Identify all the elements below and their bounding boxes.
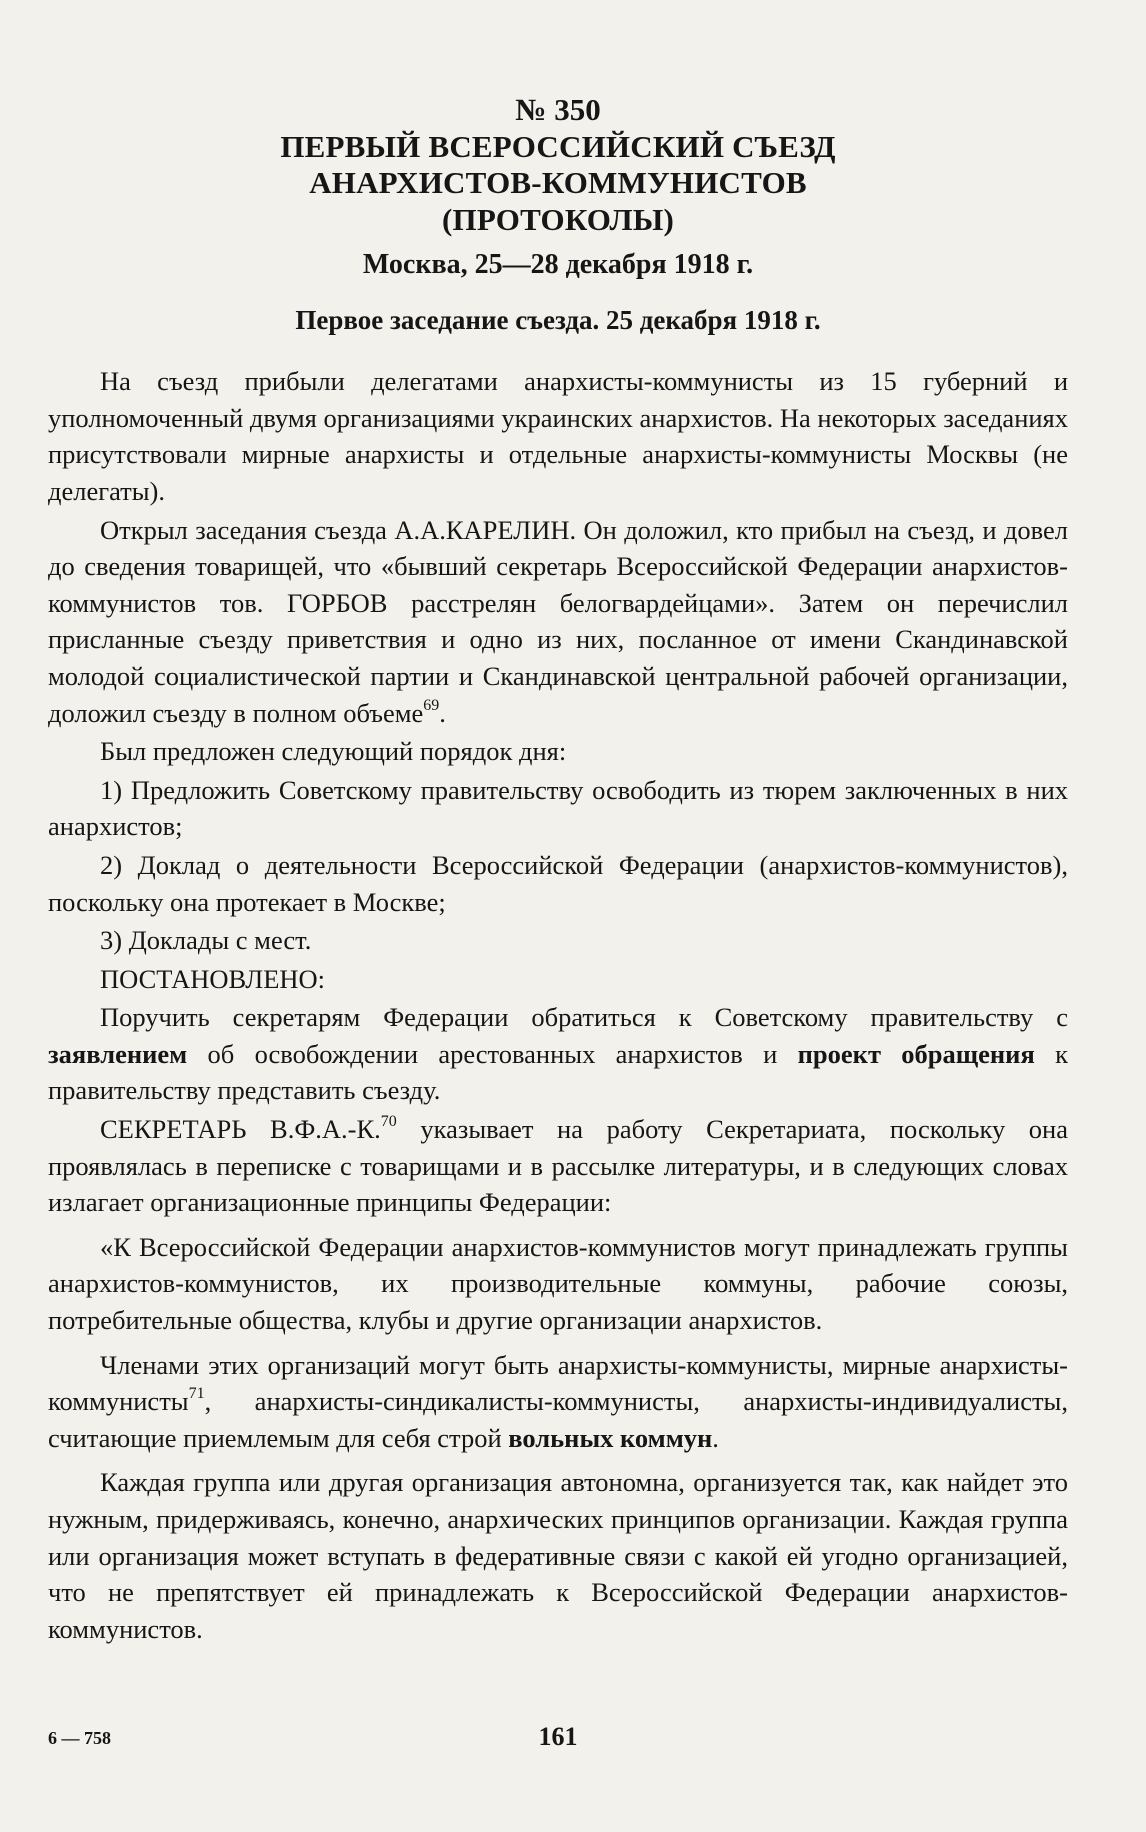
- resolution-bold-draft: проект обращения: [797, 1038, 1035, 1069]
- resolution-text-c: об освобождении арестованных анархистов и: [187, 1038, 798, 1069]
- agenda-item-1: [48, 772, 1068, 845]
- resolution-heading: [48, 961, 1068, 998]
- agenda-item-2-text: 2) Доклад о деятельности Всероссийской Федерации (анархистов-коммунистов), поскольку она протекает в Москве;: [48, 849, 1068, 917]
- document-header: [48, 92, 1068, 337]
- agenda-item-3-text: 3) Доклады с мест.: [100, 925, 312, 956]
- agenda-item-1-text: 1) Предложить Советскому правительству освободить из тюрем заключенных в них анархистов;: [48, 774, 1068, 842]
- members-text-d: .: [712, 1422, 719, 1453]
- paragraph-autonomy: [48, 1464, 1068, 1647]
- paragraph-members: [48, 1347, 1068, 1457]
- session-heading: Первое заседание съезда. 25 декабря 1918 г.: [295, 305, 821, 336]
- paragraph-opening-text: Открыл заседания съезда А.А.КАРЕЛИН. Он доложил, кто прибыл на съезд, и довел до сведения товарищей, что «бывший секретарь Всероссийской Федерации анархистов-коммунистов тов. ГОРБОВ расстрелян белогвардейцами». Затем он перечислил присланные съезду приветствия и одно из них, посланное от имени Скандинавской молодой социалистической партии и Скандинавской центральной рабочей организации, доложил съезду в полном объеме: [48, 514, 1068, 728]
- paragraph-delegates: [48, 363, 1068, 509]
- footnote-ref-71: 71: [188, 1385, 205, 1403]
- agenda-item-2: [48, 847, 1068, 920]
- paragraph-secretary: [48, 1111, 1068, 1221]
- resolution-heading-text: ПОСТАНОВЛЕНО:: [100, 963, 326, 994]
- members-text-a: Членами этих организаций могут быть анархисты-коммунисты, мирные анархисты-коммунисты: [48, 1349, 1068, 1417]
- resolution-bold-statement: заявлением: [48, 1038, 188, 1069]
- document-title-line-2: АНАРХИСТОВ-КОММУНИСТОВ: [309, 165, 807, 201]
- autonomy-text: Каждая группа или другая организация автономна, организуется так, как найдет это нужным, придерживаясь, конечно, анархических принципов организации. Каждая группа или организация может вступать в федеративные связи с какой ей угодно организацией, что не препятствует ей принадлежать к Всероссийской Федерации анархистов-коммунистов.: [48, 1467, 1068, 1644]
- secretary-text-b: указывает на работу Секретариата, поскольку она проявлялась в переписке с товарищами и в рассылке литературы, и в следующих словах излагает организационные принципы Федерации:: [48, 1114, 1069, 1218]
- paragraph-opening: [48, 512, 1068, 732]
- paragraph-membership: [48, 1229, 1068, 1339]
- document-page: [48, 92, 1068, 1649]
- document-body: [48, 363, 1068, 1647]
- printer-signature: 6 — 758: [48, 1728, 111, 1748]
- paragraph-agenda-intro: [48, 733, 1068, 770]
- page-number: 161: [538, 1722, 578, 1751]
- paragraph-resolution: [48, 999, 1068, 1109]
- resolution-text-a: Поручить секретарям Федерации обратиться к Советскому правительству с: [100, 1002, 1068, 1033]
- membership-text: «К Всероссийской Федерации анархистов-коммунистов могут принадлежать группы анархистов-коммунистов, их производительные коммуны, рабочие союзы, потребительные общества, клубы и другие организации анархистов.: [48, 1231, 1068, 1336]
- footnote-ref-69: 69: [423, 696, 440, 714]
- agenda-item-3: [48, 922, 1068, 959]
- place-and-date: Москва, 25—28 декабря 1918 г.: [362, 249, 754, 281]
- secretary-text-a: СЕКРЕТАРЬ В.Ф.А.-К.: [100, 1114, 381, 1145]
- document-title-line-1: ПЕРВЫЙ ВСЕРОССИЙСКИЙ СЪЕЗД: [280, 128, 836, 164]
- agenda-intro-text: Был предложен следующий порядок дня:: [100, 736, 567, 767]
- document-title-line-3: (ПРОТОКОЛЫ): [441, 201, 675, 237]
- resolution-text-e: к правительству представить съезду.: [48, 1038, 1068, 1106]
- paragraph-delegates-text: На съезд прибыли делегатами анархисты-коммунисты из 15 губерний и уполномоченный двумя организациями украинских анархистов. На некоторых заседаниях присутствовали мирные анархисты и отдельные анархисты-коммунисты Москвы (не делегаты).: [48, 366, 1068, 506]
- page-footer: [48, 1722, 1068, 1762]
- members-bold-free-communes: вольных коммун: [508, 1422, 713, 1453]
- document-number: № 350: [515, 92, 601, 127]
- members-text-b: , анархисты-синдикалисты-коммунисты, анархисты-индивидуалисты, считающие приемлемым для себя строй: [48, 1386, 1068, 1453]
- footnote-ref-70: 70: [380, 1113, 397, 1131]
- paragraph-opening-end: .: [439, 697, 446, 728]
